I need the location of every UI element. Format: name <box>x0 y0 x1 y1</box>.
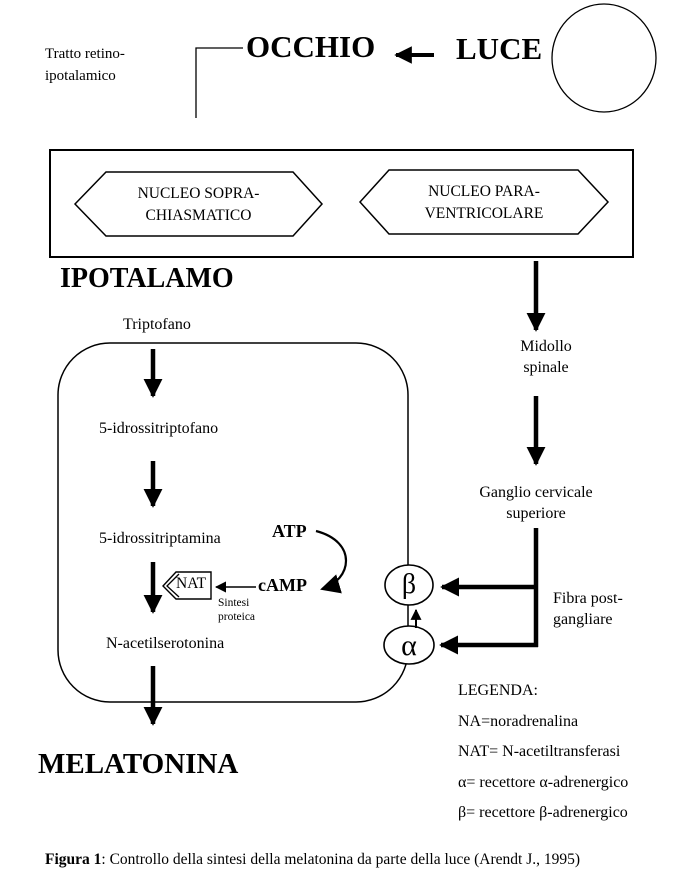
alpha-receptor-symbol: α <box>401 629 417 662</box>
legend-title: LEGENDA: <box>458 682 538 699</box>
melatonin-title: MELATONINA <box>38 748 239 780</box>
atp-label: ATP <box>272 521 307 541</box>
figure-caption-label: Figura 1 <box>45 851 102 868</box>
figure-caption-text: : Controllo della sintesi della melatonina da parte della luce (Arendt J., 1995) <box>101 851 581 868</box>
n-acetylserotonin-label: N-acetilserotonina <box>106 635 225 652</box>
figure-caption <box>45 851 580 869</box>
serotonin-label: 5-idrossitriptamina <box>99 530 221 547</box>
protein-synthesis-label: Sintesi proteica <box>218 597 256 623</box>
pvn-label: NUCLEO PARA- VENTRICOLARE <box>424 183 544 222</box>
cervical-ganglion-label: Ganglio cervicale superiore <box>479 484 593 522</box>
scn-label: NUCLEO SOPRA- CHIASMATICO <box>137 185 260 224</box>
beta-receptor-symbol: β <box>401 569 417 600</box>
5-htp-label: 5-idrossitriptofano <box>99 420 219 437</box>
legend-item-alpha: α= recettore α-adrenergico <box>458 774 629 791</box>
retino-tract-label: Tratto retino- ipotalamico <box>45 46 125 84</box>
light-label: LUCE <box>456 31 543 66</box>
retino-hypothalamic-tract-line <box>196 48 243 118</box>
tryptophan-label: Triptofano <box>123 316 191 333</box>
legend-item-na: NA=noradrenalina <box>458 713 579 730</box>
nat-enzyme-label: NAT <box>176 575 207 592</box>
spinal-cord-label: Midollo spinale <box>520 338 572 376</box>
legend-item-beta: β= recettore β-adrenergico <box>458 804 628 821</box>
eye-label: OCCHIO <box>246 29 376 64</box>
hypothalamus-title: IPOTALAMO <box>60 263 234 294</box>
postganglionic-fiber-label: Fibra post- gangliare <box>553 590 623 628</box>
legend-item-nat: NAT= N-acetiltransferasi <box>458 743 621 760</box>
camp-label: cAMP <box>258 575 307 595</box>
atp-to-camp-curve-arrow <box>316 531 346 589</box>
light-circle <box>552 4 656 112</box>
